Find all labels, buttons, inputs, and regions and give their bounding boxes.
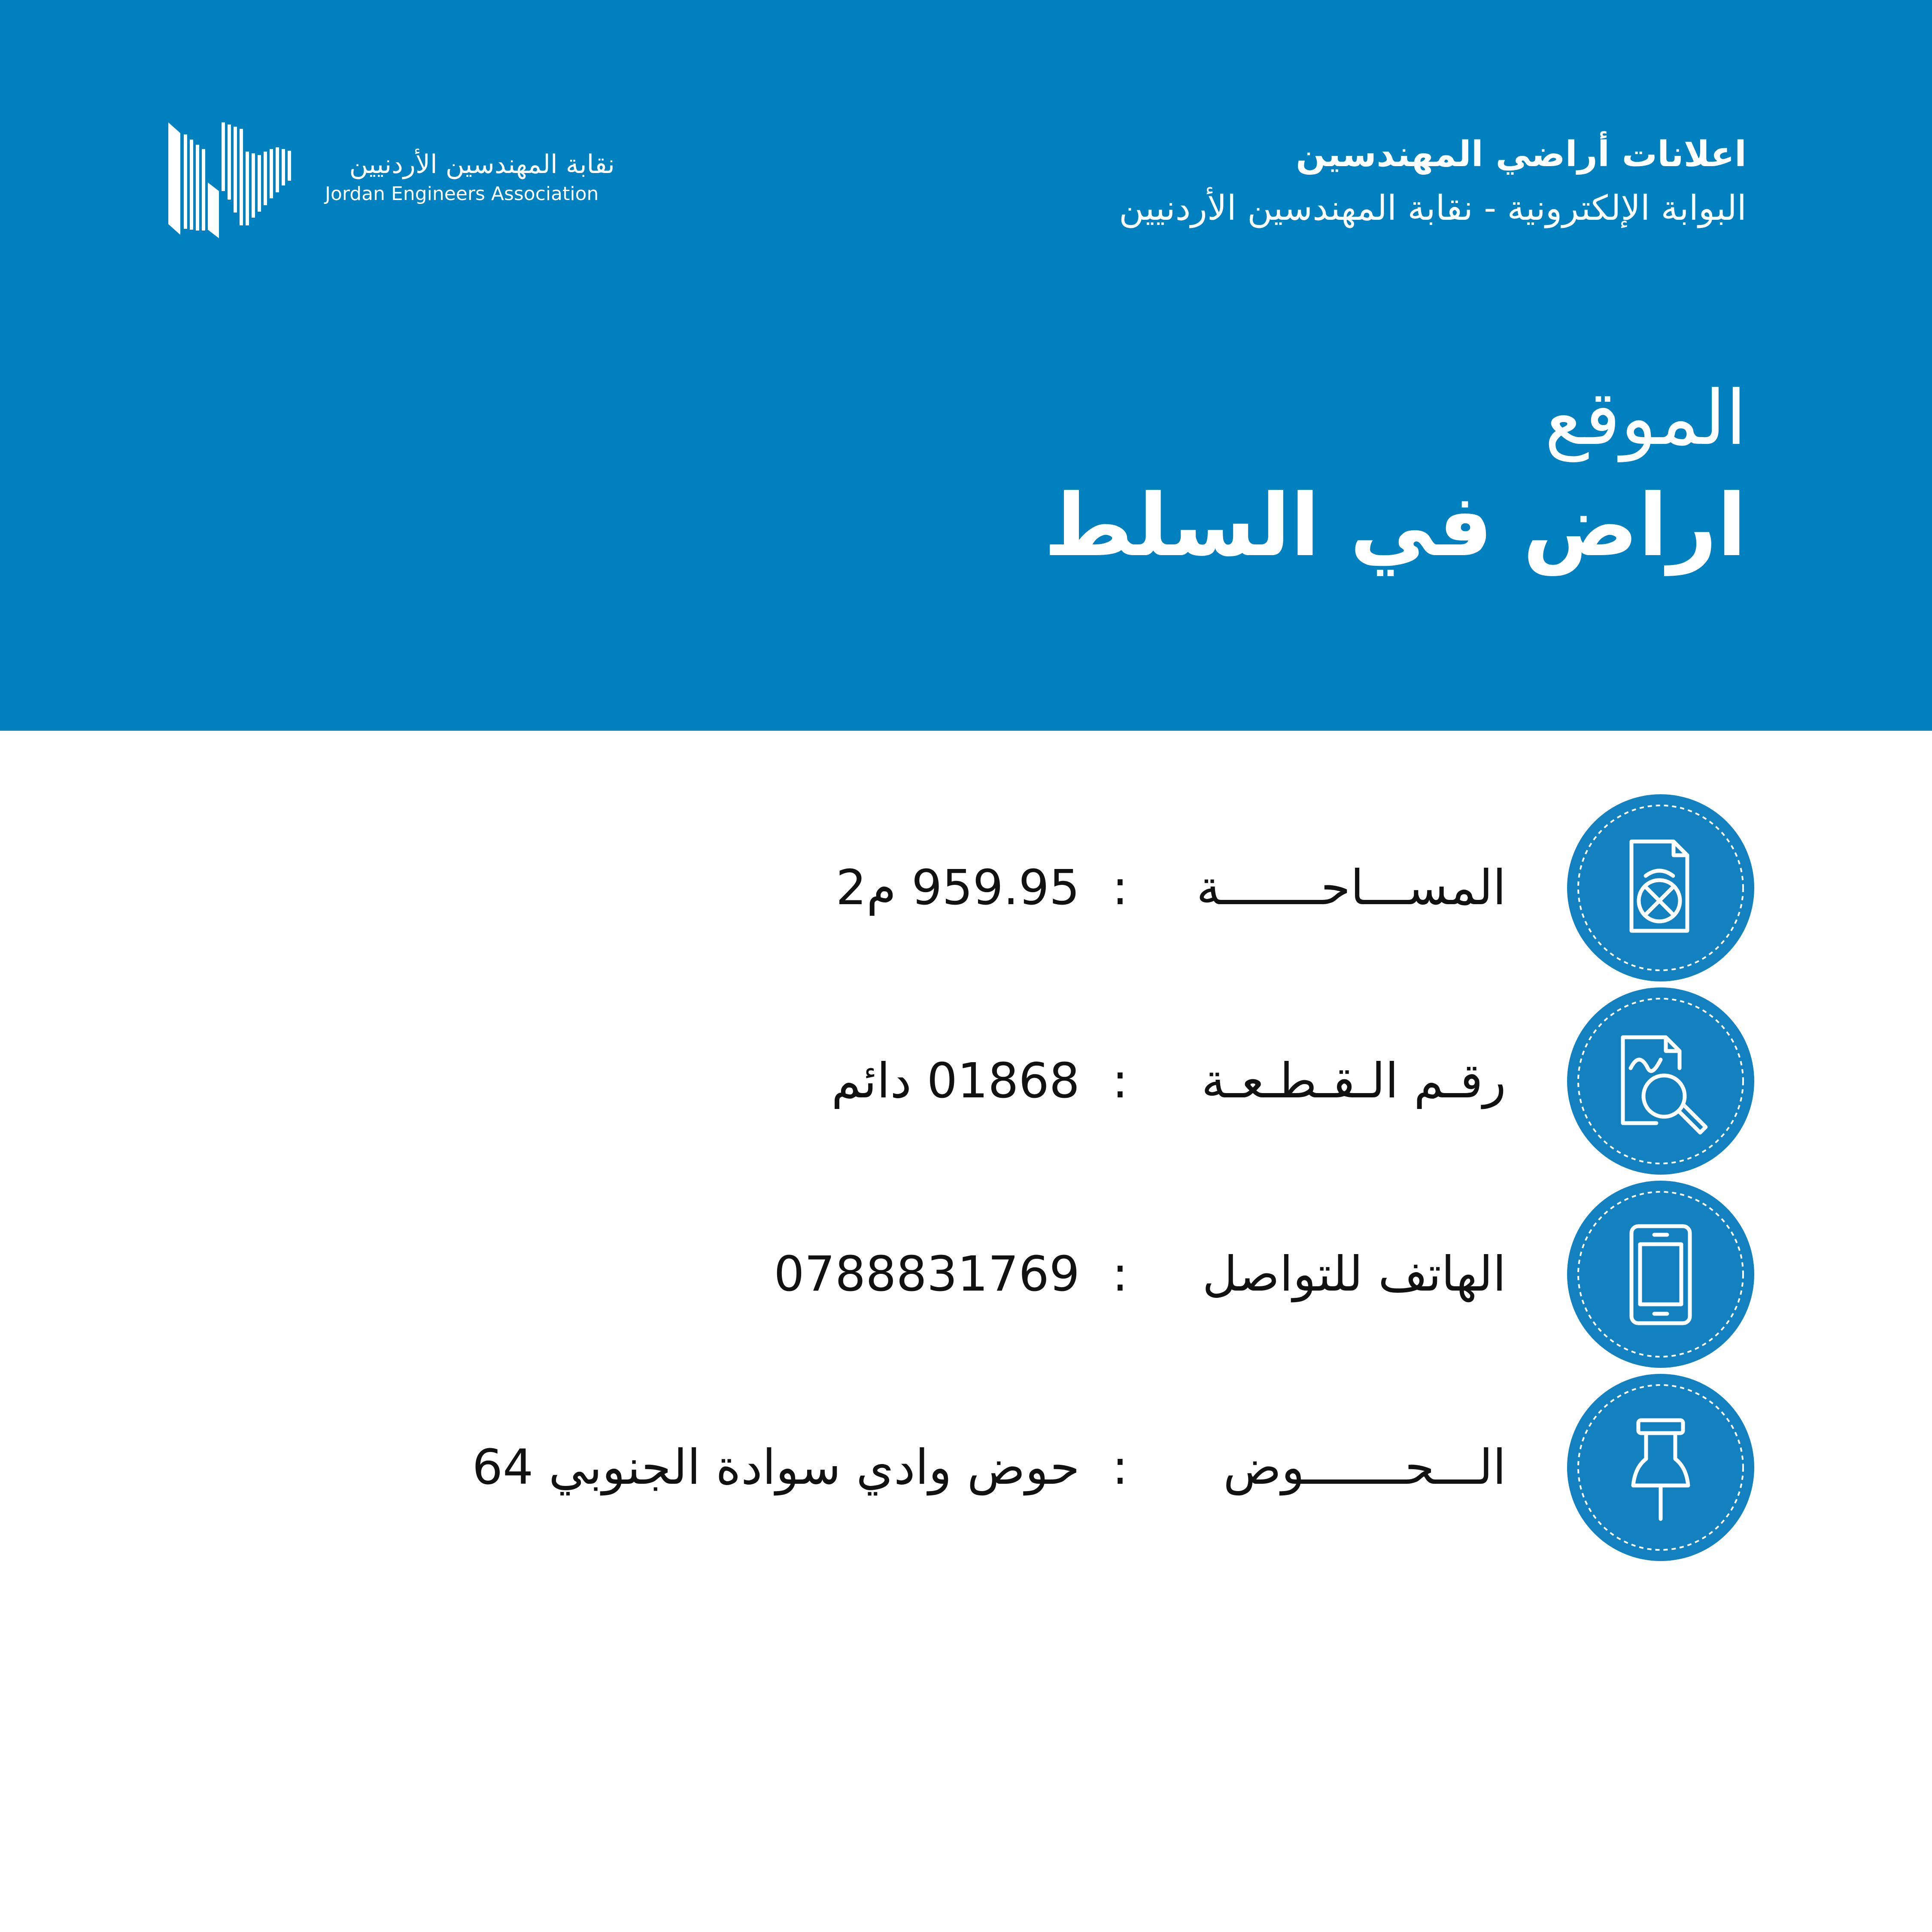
land-area-icon <box>1566 793 1755 982</box>
basin-value: حوض وادي سوادة الجنوبي 64 <box>472 1440 1080 1495</box>
phone-label: الهاتف للتواصل <box>1202 1246 1506 1302</box>
area-value: 959.95 م2 <box>835 860 1080 916</box>
area-label: المســـاحـــــــة <box>1196 860 1506 916</box>
phone-colon: : <box>1112 1246 1128 1302</box>
logo-arabic-name: نقابة المهندسين الأردنيين <box>349 149 615 179</box>
area-colon: : <box>1112 860 1128 916</box>
parcel-value: 01868 دائم <box>831 1053 1080 1109</box>
parcel-label: رقـم الـقـطـعـة <box>1201 1053 1506 1109</box>
parcel-colon: : <box>1112 1053 1128 1109</box>
pushpin-icon <box>1566 1373 1755 1562</box>
detail-row-basin <box>0 1373 1932 1562</box>
location-value: اراض في السلط <box>1044 476 1747 576</box>
parcel-search-icon <box>1566 987 1755 1176</box>
basin-label: الـــحـــــــوض <box>1223 1440 1506 1495</box>
logo-english-name: Jordan Engineers Association <box>325 183 599 205</box>
phone-icon <box>1566 1180 1755 1369</box>
detail-row-parcel <box>0 987 1932 1176</box>
header-subtitle: البوابة الإلكترونية - نقابة المهندسين الأردنيين <box>1119 188 1747 228</box>
basin-colon: : <box>1112 1440 1128 1495</box>
location-label: الموقع <box>1544 375 1747 462</box>
detail-row-area <box>0 793 1932 982</box>
header-title: اعلانات أراضي المهندسين <box>1296 134 1747 175</box>
detail-row-phone <box>0 1180 1932 1369</box>
phone-value: 0788831769 <box>774 1246 1080 1302</box>
